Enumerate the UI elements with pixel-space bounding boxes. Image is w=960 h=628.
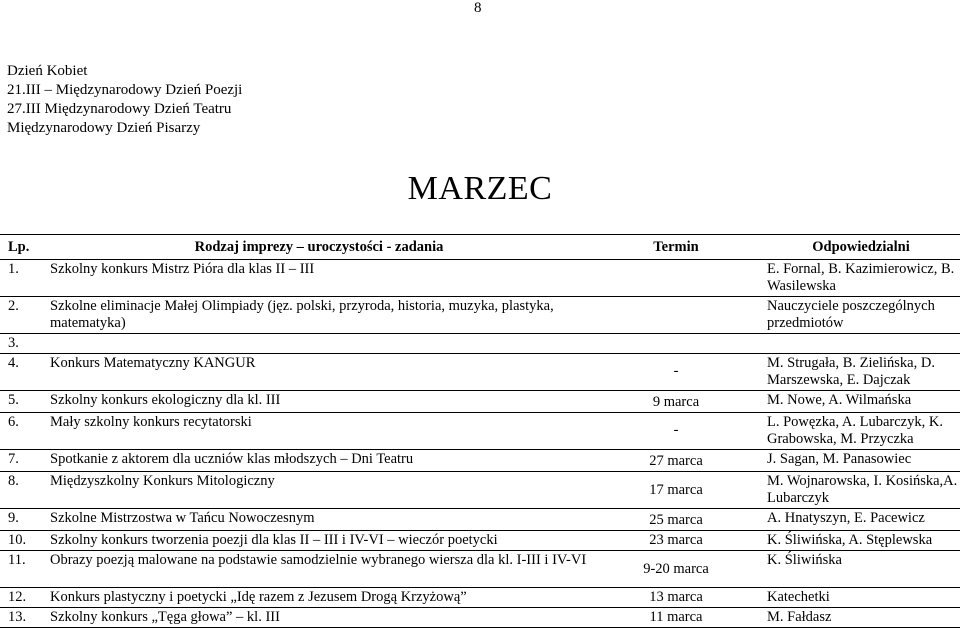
row-event: Szkolny konkurs „Tęga głowa” – kl. III bbox=[48, 608, 590, 628]
row-event: Szkolny konkurs ekologiczny dla kl. III bbox=[48, 391, 590, 413]
row-term bbox=[590, 472, 762, 509]
row-event: Spotkanie z aktorem dla uczniów klas młodszych – Dni Teatru bbox=[48, 450, 590, 472]
row-term-value: - bbox=[673, 363, 679, 379]
intro-line: 21.III – Międzynarodowy Dzień Poezji bbox=[7, 82, 243, 98]
table-row bbox=[0, 588, 960, 608]
row-event: Szkolny konkurs Mistrz Pióra dla klas II – III bbox=[48, 260, 590, 297]
row-event: Konkurs Matematyczny KANGUR bbox=[48, 354, 590, 391]
row-term bbox=[590, 450, 762, 472]
row-responsible bbox=[762, 334, 960, 354]
table-row bbox=[0, 551, 960, 588]
row-number: 13. bbox=[0, 608, 48, 628]
header-event: Rodzaj imprezy – uroczystości - zadania bbox=[48, 235, 590, 260]
row-term-value: 25 marca bbox=[649, 512, 703, 528]
row-number: 11. bbox=[0, 551, 48, 588]
row-term bbox=[590, 260, 762, 297]
table-header-row bbox=[0, 235, 960, 260]
row-responsible: L. Powęzka, A. Lubarczyk, K. Grabowska, M. Przyczka bbox=[762, 413, 960, 450]
row-event: Szkolne Mistrzostwa w Tańcu Nowoczesnym bbox=[48, 509, 590, 531]
page-title: MARZEC bbox=[407, 170, 553, 207]
row-number: 2. bbox=[0, 297, 48, 334]
row-term bbox=[590, 354, 762, 391]
row-number: 10. bbox=[0, 531, 48, 551]
row-number: 1. bbox=[0, 260, 48, 297]
row-responsible: M. Wojnarowska, I. Kosińska,A. Lubarczyk bbox=[762, 472, 960, 509]
intro-line: Dzień Kobiet bbox=[7, 63, 88, 79]
row-term: 13 marca bbox=[590, 588, 762, 608]
row-term bbox=[590, 391, 762, 413]
table-row bbox=[0, 391, 960, 413]
row-term-value: 9-20 marca bbox=[643, 561, 709, 577]
row-term bbox=[590, 334, 762, 354]
table-row bbox=[0, 334, 960, 354]
row-number: 12. bbox=[0, 588, 48, 608]
row-responsible: A. Hnatyszyn, E. Pacewicz bbox=[762, 509, 960, 531]
row-number: 8. bbox=[0, 472, 48, 509]
row-number: 3. bbox=[0, 334, 48, 354]
row-event bbox=[48, 334, 590, 354]
row-event: Mały szkolny konkurs recytatorski bbox=[48, 413, 590, 450]
row-responsible: K. Śliwińska, A. Stęplewska bbox=[762, 531, 960, 551]
row-term bbox=[590, 297, 762, 334]
row-term bbox=[590, 413, 762, 450]
row-responsible: J. Sagan, M. Panasowiec bbox=[762, 450, 960, 472]
row-number: 4. bbox=[0, 354, 48, 391]
row-term bbox=[590, 509, 762, 531]
row-term: 11 marca bbox=[590, 608, 762, 628]
row-responsible: M. Fałdasz bbox=[762, 608, 960, 628]
row-responsible: K. Śliwińska bbox=[762, 551, 960, 588]
row-responsible: Katechetki bbox=[762, 588, 960, 608]
table-row bbox=[0, 260, 960, 297]
page-number: 8 bbox=[474, 0, 482, 16]
row-number: 5. bbox=[0, 391, 48, 413]
row-term-value: 17 marca bbox=[649, 482, 703, 498]
row-event: Obrazy poezją malowane na podstawie samodzielnie wybranego wiersza dla kl. I-III i IV-VI bbox=[48, 551, 590, 588]
row-term bbox=[590, 551, 762, 588]
row-responsible: M. Nowe, A. Wilmańska bbox=[762, 391, 960, 413]
row-responsible: E. Fornal, B. Kazimierowicz, B. Wasilewska bbox=[762, 260, 960, 297]
header-responsible: Odpowiedzialni bbox=[762, 235, 960, 260]
table-row bbox=[0, 531, 960, 551]
table-row bbox=[0, 413, 960, 450]
table-row bbox=[0, 472, 960, 509]
intro-line: 27.III Międzynarodowy Dzień Teatru bbox=[7, 101, 232, 117]
table-row bbox=[0, 354, 960, 391]
events-table bbox=[0, 234, 960, 628]
row-term: 23 marca bbox=[590, 531, 762, 551]
row-responsible: Nauczyciele poszczególnych przedmiotów bbox=[762, 297, 960, 334]
table-row bbox=[0, 297, 960, 334]
row-event: Szkolny konkurs tworzenia poezji dla klas II – III i IV-VI – wieczór poetycki bbox=[48, 531, 590, 551]
row-number: 9. bbox=[0, 509, 48, 531]
intro-line: Międzynarodowy Dzień Pisarzy bbox=[7, 120, 201, 136]
row-event: Konkurs plastyczny i poetycki „Idę razem z Jezusem Drogą Krzyżową” bbox=[48, 588, 590, 608]
row-responsible: M. Strugała, B. Zielińska, D. Marszewska, E. Dajczak bbox=[762, 354, 960, 391]
table-row bbox=[0, 450, 960, 472]
header-lp: Lp. bbox=[0, 235, 48, 260]
header-term: Termin bbox=[590, 235, 762, 260]
row-event: Szkolne eliminacje Małej Olimpiady (jęz. polski, przyroda, historia, muzyka, plastyka, matematyka) bbox=[48, 297, 590, 334]
row-event: Międzyszkolny Konkurs Mitologiczny bbox=[48, 472, 590, 509]
row-term-value: - bbox=[673, 422, 679, 438]
row-number: 6. bbox=[0, 413, 48, 450]
row-term-value: 27 marca bbox=[649, 453, 703, 469]
table-row bbox=[0, 509, 960, 531]
intro-list bbox=[7, 62, 242, 138]
row-number: 7. bbox=[0, 450, 48, 472]
row-term-value: 9 marca bbox=[652, 394, 700, 410]
